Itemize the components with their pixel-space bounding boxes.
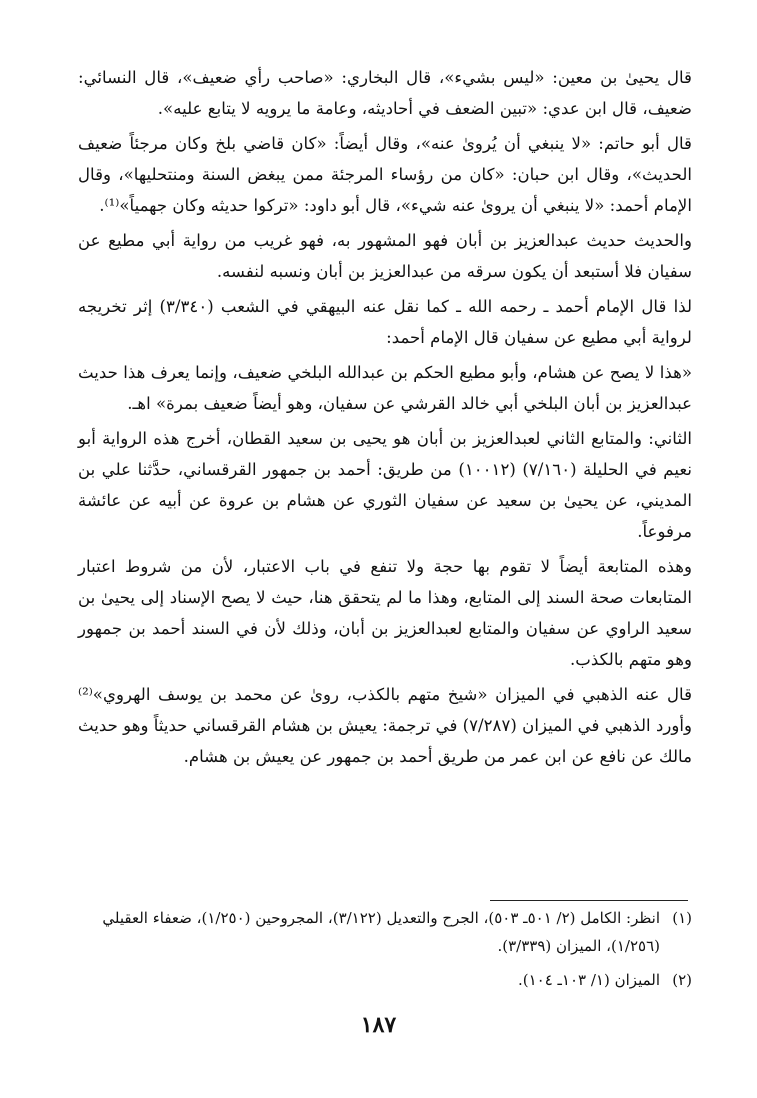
footnote-2 bbox=[78, 966, 692, 994]
paragraph-dhahabi: قال عنه الذهبي في الميزان «شيخ متهم بالكذب، روىٰ عن محمد بن يوسف الهروي»⁽²⁾ وأورد الذهبي في الميزان (٧/٢٨٧) في ترجمة: يعيش بن هشام القرقساني حديثاً وهو حديث مالك عن نافع عن ابن عمر من طريق أحمد بن جمهور عن يعيش بن هشام. bbox=[78, 685, 692, 766]
footnote-1 bbox=[78, 904, 692, 960]
footnote-divider bbox=[490, 900, 688, 901]
footnote-text: انظر: الكامل (٢/ ٥٠١ـ ٥٠٣)، الجرح والتعديل (٣/١٢٢)، المجروحين (١/٢٥٠)، ضعفاء العقيلي (١/٢٥٦)، الميزان (٣/٣٣٩). bbox=[102, 909, 660, 955]
paragraph-second-follower: الثاني: والمتابع الثاني لعبدالعزيز بن أبان هو يحيى بن سعيد القطان، أخرج هذه الرواية أبو نعيم في الحليلة (٧/١٦٠) (١٠٠١٢) من طريق: أحمد بن جمهور القرقساني، حدَّثنا علي بن المديني، عن يحيىٰ بن سعيد عن سفيان الثوري عن هشام بن عروة عن أبيه عن عائشة مرفوعاً. bbox=[78, 429, 692, 541]
footnotes bbox=[78, 904, 692, 994]
paragraph-imam-ahmad-quote: «هذا لا يصح عن هشام، وأبو مطيع الحكم بن عبدالله البلخي ضعيف، وإنما يعرف هذا حديث عبدالعزيز بن أبان البلخي أبي خالد القرشي عن سفيان، وهو أيضاً ضعيف بمرة» اهـ. bbox=[78, 363, 692, 413]
paragraph-hadith-origin: والحديث حديث عبدالعزيز بن أبان فهو المشهور به، فهو غريب من رواية أبي مطيع عن سفيان فلا أستبعد أن يكون سرقه من عبدالعزيز بن أبان ونسبه لنفسه. bbox=[78, 231, 692, 281]
paragraph-imam-ahmad-intro: لذا قال الإمام أحمد ـ رحمه الله ـ كما نقل عنه البيهقي في الشعب (٣/٣٤٠) إثر تخريجه لرواية أبي مطيع عن سفيان قال الإمام أحمد: bbox=[78, 297, 692, 347]
footnote-number: (٢) bbox=[672, 971, 692, 989]
main-text-block bbox=[78, 62, 692, 776]
footnote-number: (١) bbox=[672, 909, 692, 927]
paragraph-ibn-maeen: قال يحيىٰ بن معين: «ليس بشيء»، قال البخاري: «صاحب رأي ضعيف»، قال النسائي: ضعيف، قال ابن عدي: «تبين الضعف في أحاديثه، وعامة ما يرويه لا يتابع عليه». bbox=[78, 68, 692, 118]
page-number: ١٨٧ bbox=[360, 1012, 397, 1038]
paragraph-abu-hatim: قال أبو حاتم: «لا ينبغي أن يُروىٰ عنه»، وقال أيضاً: «كان قاضي بلخ وكان مرجئاً ضعيف الحديث»، وقال ابن حبان: «كان من رؤساء المرجئة ممن يبغض السنة ومنتحليها»، وقال الإمام أحمد: «لا ينبغي أن يروىٰ عنه شيء»، قال أبو داود: «تركوا حديثه وكان جهمياً»⁽¹⁾. bbox=[78, 134, 692, 215]
footnote-text: الميزان (١/ ١٠٣ـ ١٠٤). bbox=[517, 971, 660, 989]
paragraph-follow-up-weakness: وهذه المتابعة أيضاً لا تقوم بها حجة ولا تنفع في باب الاعتبار، لأن من شروط اعتبار المتابعات صحة السند إلى المتابع، وهذا ما لم يتحقق هنا، حيث لا يصح الإسناد إلى يحيىٰ بن سعيد الراوي عن سفيان والمتابع لعبدالعزيز بن أبان، وذلك لأن في السند أحمد بن جمهور وهو متهم بالكذب. bbox=[78, 557, 692, 669]
